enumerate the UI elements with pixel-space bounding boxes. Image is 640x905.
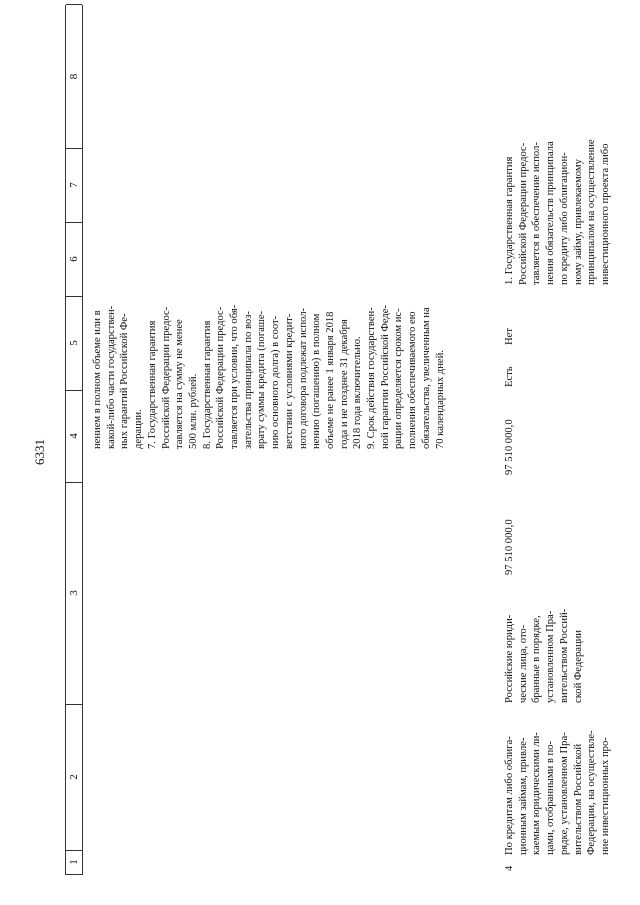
row-4-other-conditions: 1. Государственная гарантия Российской Федерации предос- тавляется в обеспечение испол- нения обязательств принципала по кредиту либо облигацион- ному займу, привлекаемому принципалом на осуществление инвестиционного проекта либо [504,139,611,285]
row-4-principal-category: Российские юриди- ческие лица, ото- бранные в порядке, установленном Пра- вительством Россий- ской Федерации [504,608,584,703]
table-header-row [65,5,83,875]
previous-row-conditions-text: нением в полном объеме или в какой-либо части государствен- ных гарантий Российской Фе- дерации. 7. Государственная гарантия Российской Федерации предос- тавляется на сумму не менее 500 млн. рублей. 8. Государственная гарантия Российской Федерации предос- тавляется при условии, что обя- зательства принципала по воз- врату суммы кредита (погаше- нию основного долга) в соот- ветствии с условиями кредит- ного договора подлежат испол- нению (погашению) в полном объеме не ранее 1 января 2018 года и не позднее 31 декабря 2018 года включительно. 9. Срок действия государствен- ной гарантии Российской Феде- рации определяется сроком ис- полнения обеспечиваемого ею обязательства, увеличенным на 70 календарных дней. [92,304,446,449]
rotated-table [65,5,633,875]
header-col-8: 8 [66,4,82,149]
row-4-total-amount: 97 510 000,0 [504,519,515,575]
row-4-assignment-flag: Нет [504,328,515,345]
row-4-amount: 97 510 000,0 [504,419,515,475]
header-col-6: 6 [66,222,82,297]
page-number: 6331 [32,439,47,465]
header-col-5: 5 [66,296,82,391]
row-4-guarantee-purpose: По кредитам либо облига- ционным займам, привле- каемым юридическими ли- цами, отобранными в по- рядке, установленном Пра- вительством Российской Федерации, на осуществле- ние инвестиционных про- [504,730,611,855]
row-4-number: 4 [504,865,515,871]
header-col-1: 1 [66,850,82,875]
header-col-3: 3 [66,482,82,705]
header-col-2: 2 [66,704,82,851]
row-4-recourse-flag: Есть [504,366,515,387]
header-col-7: 7 [66,148,82,223]
header-col-4: 4 [66,390,82,483]
